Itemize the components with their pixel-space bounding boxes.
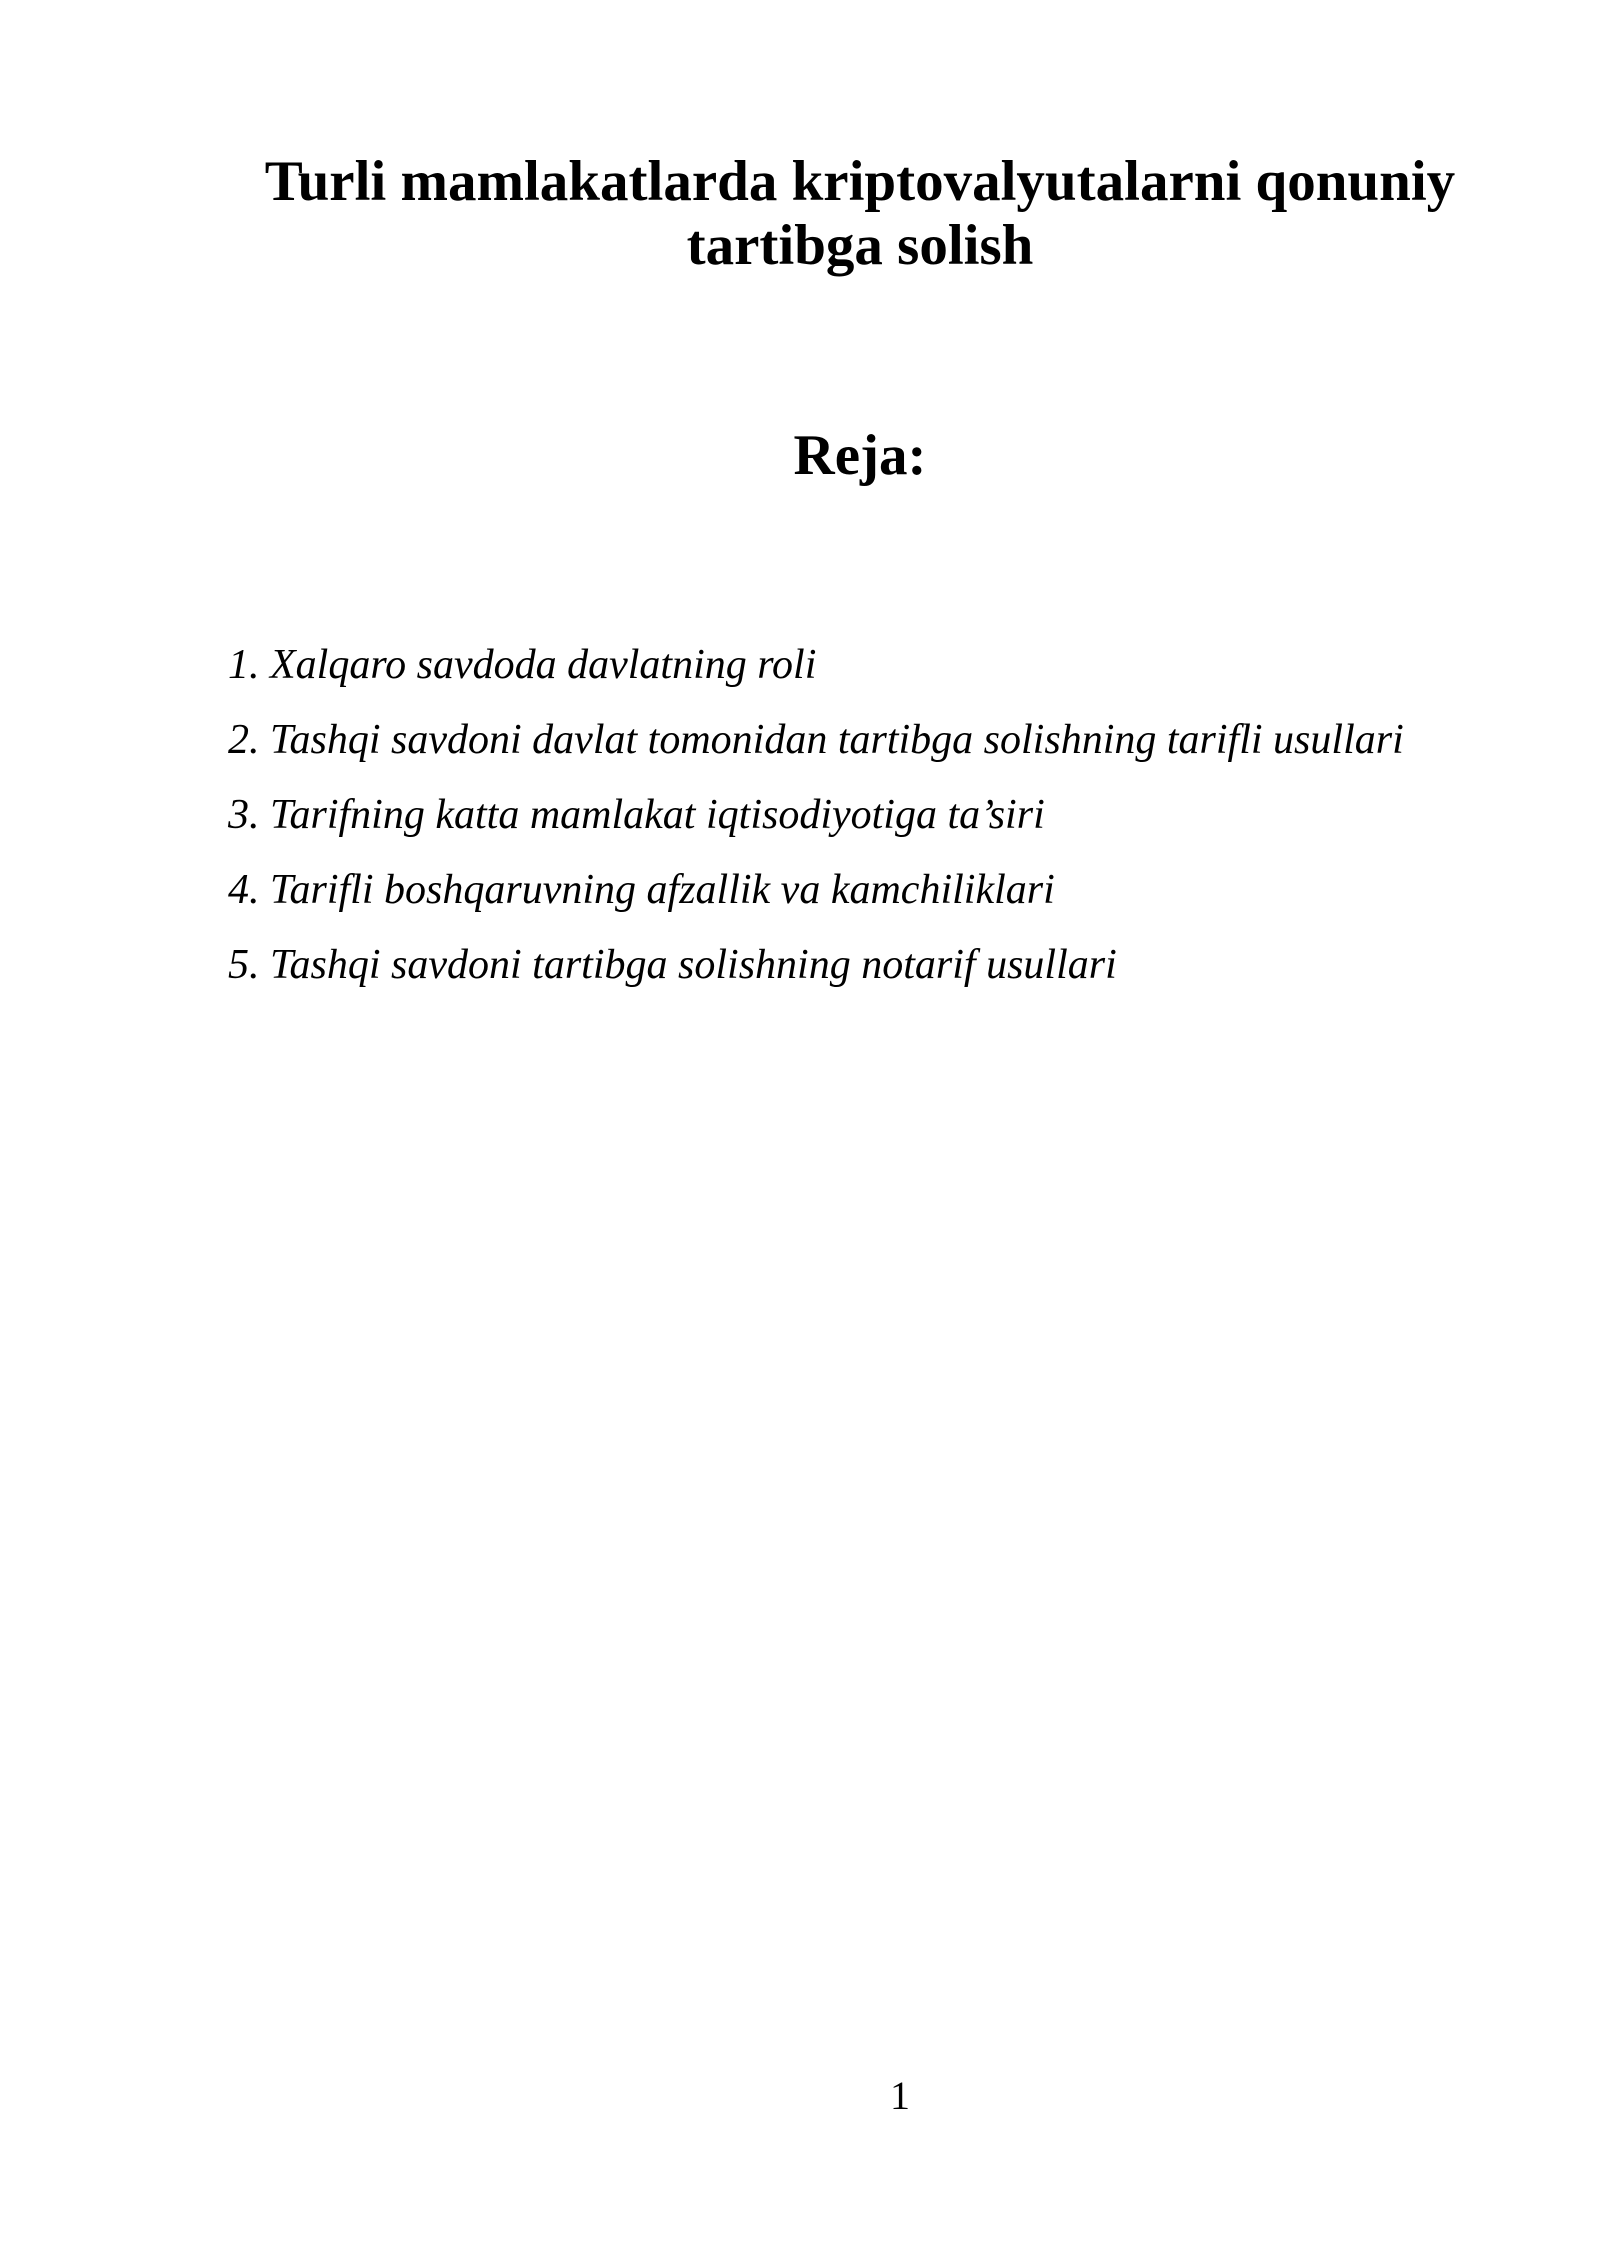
- plan-item: 5. Tashqi savdoni tartibga solishning notarif usullari: [228, 942, 1117, 988]
- plan-heading: Reja:: [793, 424, 927, 487]
- plan-item: 4. Tarifli boshqaruvning afzallik va kamchiliklari: [228, 867, 1055, 913]
- plan-item: 2. Tashqi savdoni davlat tomonidan tartibga solishning tarifli usullari: [228, 717, 1404, 763]
- plan-item: 3. Tarifning katta mamlakat iqtisodiyotiga ta’siri: [228, 792, 1045, 838]
- document-title: Turli mamlakatlarda kriptovalyutalarni qonuniy tartibga solish: [264, 150, 1456, 277]
- plan-list: [228, 628, 1404, 1003]
- plan-item: 1. Xalqaro savdoda davlatning roli: [228, 642, 817, 688]
- page-number: 1: [890, 2073, 910, 2118]
